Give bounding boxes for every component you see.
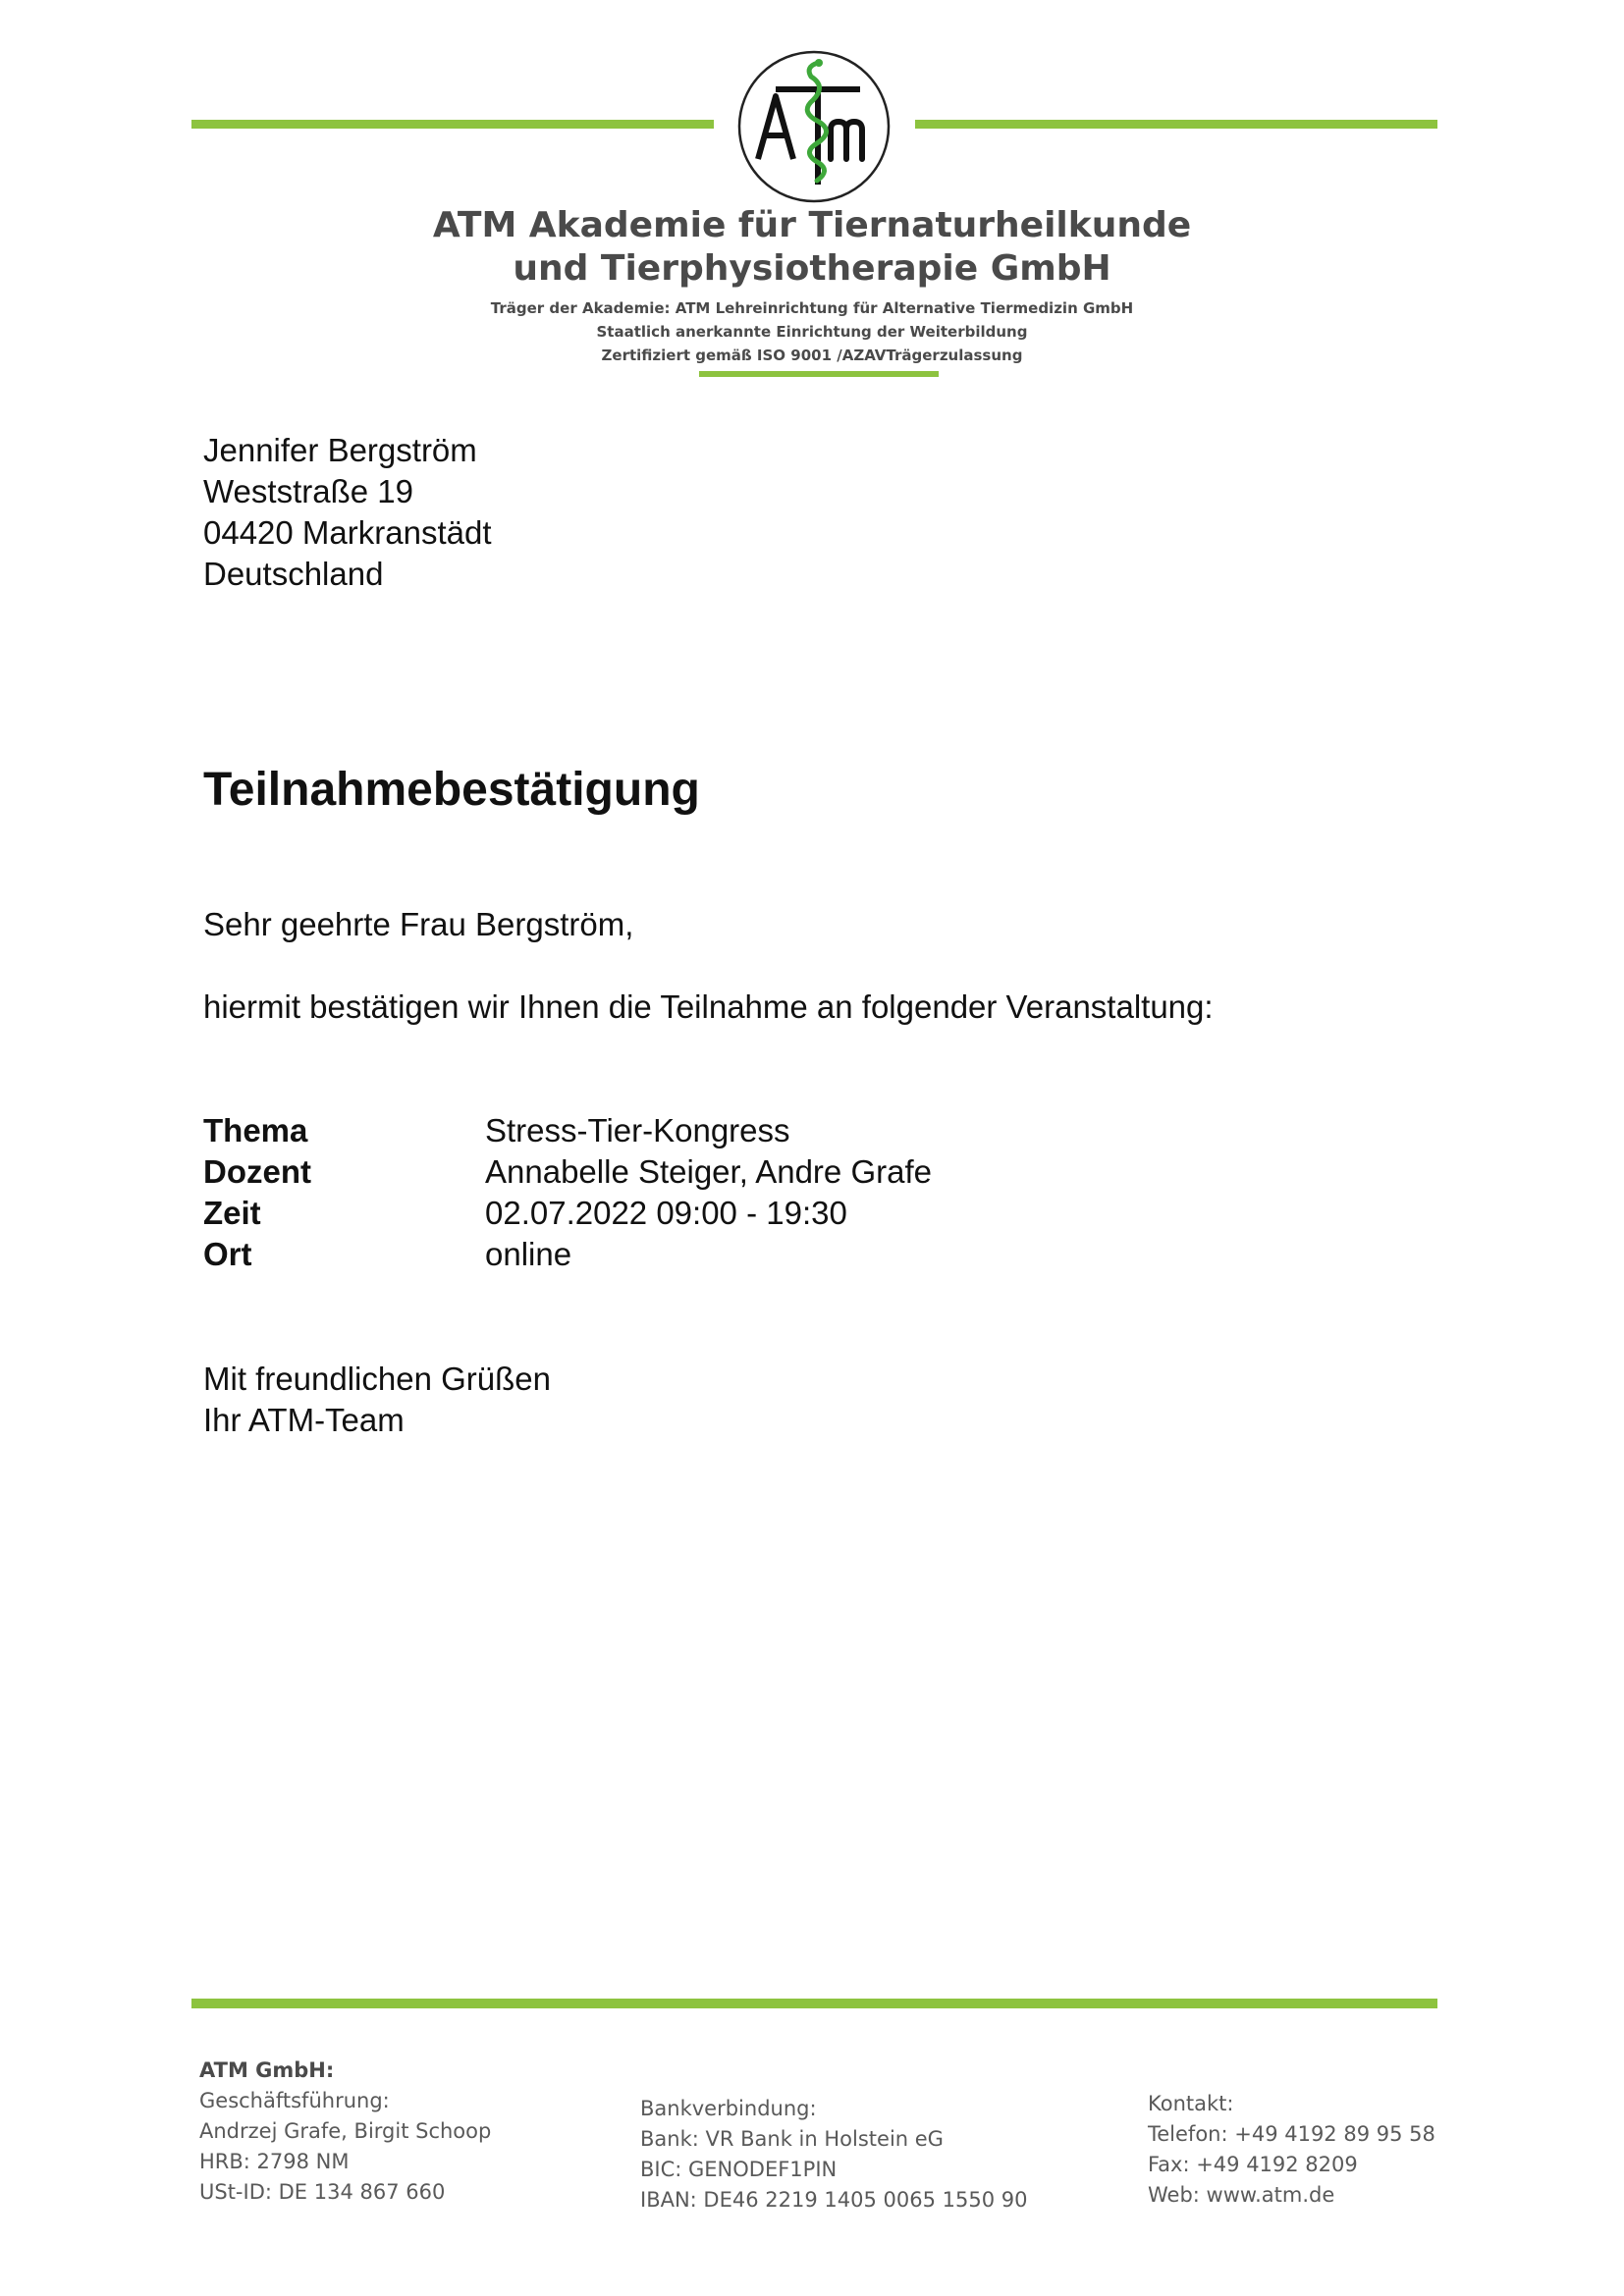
org-sub-line1: Träger der Akademie: ATM Lehreinrichtung für Alternative Tiermedizin GmbH [490, 299, 1134, 317]
detail-label: Ort [203, 1236, 252, 1272]
org-sub-line2: Staatlich anerkannte Einrichtung der Weiterbildung [596, 323, 1028, 341]
detail-label: Thema [203, 1112, 308, 1148]
org-sub-line3: Zertifiziert gemäß ISO 9001 /AZAVTrägerzulassung [601, 347, 1023, 364]
footer-bank-heading: Bankverbindung: [640, 2097, 817, 2120]
recipient-name: Jennifer Bergström [203, 432, 477, 468]
document-title: Teilnahmebestätigung [203, 764, 700, 816]
detail-value: Stress-Tier-Kongress [485, 1112, 790, 1148]
org-name-line2: und Tierphysiotherapie GmbH [513, 248, 1111, 289]
footer-company-line: HRB: 2798 NM [199, 2150, 350, 2173]
footer-rule [191, 1999, 1437, 2008]
footer-company-heading: ATM GmbH: [199, 2058, 335, 2082]
detail-label: Zeit [203, 1195, 261, 1231]
header-rule-right [915, 120, 1437, 129]
atm-logo [736, 49, 892, 204]
footer-company [199, 2056, 491, 2208]
recipient-address [203, 430, 492, 595]
closing [203, 1359, 551, 1441]
footer-bank-line: Bank: VR Bank in Holstein eG [640, 2127, 944, 2151]
footer-company-line: Andrzej Grafe, Birgit Schoop [199, 2119, 492, 2143]
footer-bank-line: IBAN: DE46 2219 1405 0065 1550 90 [640, 2188, 1028, 2212]
detail-value: Annabelle Steiger, Andre Grafe [485, 1153, 932, 1190]
intro-text: hiermit bestätigen wir Ihnen die Teilnahme an folgender Veranstaltung: [203, 988, 1214, 1025]
closing-line1: Mit freundlichen Grüßen [203, 1361, 551, 1397]
header-rule-left [191, 120, 714, 129]
recipient-city: 04420 Markranstädt [203, 514, 492, 551]
header-underline [699, 371, 939, 377]
footer-contact-heading: Kontakt: [1148, 2092, 1234, 2115]
detail-value: online [485, 1236, 572, 1272]
footer-contact-web: Web: www.atm.de [1148, 2183, 1335, 2207]
detail-label: Dozent [203, 1153, 311, 1190]
recipient-street: Weststraße 19 [203, 473, 413, 509]
salutation: Sehr geehrte Frau Bergström, [203, 906, 634, 942]
detail-value: 02.07.2022 09:00 - 19:30 [485, 1195, 847, 1231]
footer-company-line: USt-ID: DE 134 867 660 [199, 2180, 446, 2204]
org-name-line1: ATM Akademie für Tiernaturheilkunde [432, 205, 1192, 245]
footer-bank [640, 2094, 1027, 2216]
footer-contact-fax: Fax: +49 4192 8209 [1148, 2153, 1358, 2176]
footer-company-line: Geschäftsführung: [199, 2089, 390, 2112]
footer-bank-line: BIC: GENODEF1PIN [640, 2158, 838, 2181]
footer-contact [1148, 2089, 1435, 2211]
recipient-country: Deutschland [203, 556, 384, 592]
footer-contact-phone: Telefon: +49 4192 89 95 58 [1148, 2122, 1435, 2146]
closing-line2: Ihr ATM-Team [203, 1402, 405, 1438]
